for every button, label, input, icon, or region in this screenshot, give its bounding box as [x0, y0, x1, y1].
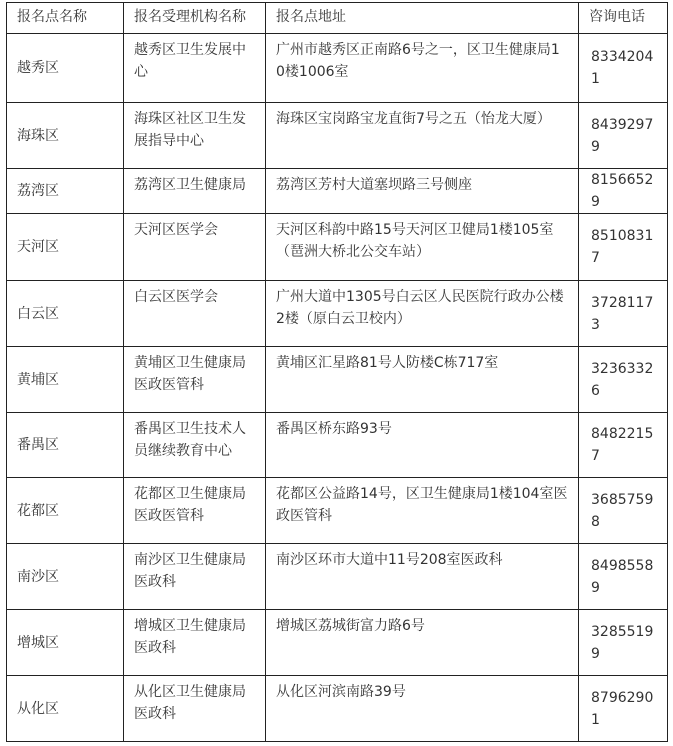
header-phone: 咨询电话: [579, 3, 668, 34]
table-row: [7, 413, 668, 478]
cell-phone: 36857598: [579, 478, 668, 544]
cell-name: 越秀区: [7, 34, 124, 103]
cell-address: 天河区科韵中路15号天河区卫健局1楼105室（琶洲大桥北公交车站）: [266, 214, 579, 281]
cell-name: 白云区: [7, 281, 124, 347]
cell-address: 增城区荔城街富力路6号: [266, 610, 579, 676]
cell-name: 天河区: [7, 214, 124, 281]
cell-address: 花都区公益路14号，区卫生健康局1楼104室医政医管科: [266, 478, 579, 544]
cell-phone: 84392979: [579, 103, 668, 169]
cell-name: 番禺区: [7, 413, 124, 478]
cell-agency: 番禺区卫生技术人员继续教育中心: [124, 413, 266, 478]
table-row: [7, 610, 668, 676]
table-row: [7, 347, 668, 413]
cell-phone: 32855199: [579, 610, 668, 676]
cell-phone: 37281173: [579, 281, 668, 347]
cell-agency: 从化区卫生健康局医政科: [124, 676, 266, 742]
table-row: [7, 676, 668, 742]
cell-name: 海珠区: [7, 103, 124, 169]
cell-address: 从化区河滨南路39号: [266, 676, 579, 742]
cell-phone: 87962901: [579, 676, 668, 742]
cell-name: 从化区: [7, 676, 124, 742]
header-address: 报名点地址: [266, 3, 579, 34]
cell-address: 广州大道中1305号白云区人民医院行政办公楼2楼（原白云卫校内）: [266, 281, 579, 347]
registration-table: [6, 2, 668, 742]
table-row: [7, 214, 668, 281]
cell-address: 南沙区环市大道中11号208室医政科: [266, 544, 579, 610]
cell-agency: 增城区卫生健康局医政科: [124, 610, 266, 676]
cell-address: 荔湾区芳村大道塞坝路三号侧座: [266, 169, 579, 214]
cell-phone: 85108317: [579, 214, 668, 281]
cell-name: 荔湾区: [7, 169, 124, 214]
header-row: [7, 3, 668, 34]
cell-name: 南沙区: [7, 544, 124, 610]
cell-agency: 天河区医学会: [124, 214, 266, 281]
cell-phone: 84985589: [579, 544, 668, 610]
cell-agency: 南沙区卫生健康局医政科: [124, 544, 266, 610]
cell-name: 花都区: [7, 478, 124, 544]
cell-agency: 黄埔区卫生健康局医政医管科: [124, 347, 266, 413]
cell-agency: 越秀区卫生发展中心: [124, 34, 266, 103]
cell-address: 黄埔区汇星路81号人防楼C栋717室: [266, 347, 579, 413]
table-row: [7, 281, 668, 347]
cell-phone: 81566529: [579, 169, 668, 214]
cell-address: 广州市越秀区正南路6号之一，区卫生健康局10楼1006室: [266, 34, 579, 103]
cell-agency: 花都区卫生健康局医政医管科: [124, 478, 266, 544]
table-row: [7, 169, 668, 214]
table-row: [7, 544, 668, 610]
header-name: 报名点名称: [7, 3, 124, 34]
cell-agency: 荔湾区卫生健康局: [124, 169, 266, 214]
cell-address: 海珠区宝岗路宝龙直街7号之五（怡龙大厦）: [266, 103, 579, 169]
cell-phone: 32363326: [579, 347, 668, 413]
table-row: [7, 478, 668, 544]
cell-phone: 83342041: [579, 34, 668, 103]
cell-phone: 84822157: [579, 413, 668, 478]
cell-agency: 海珠区社区卫生发展指导中心: [124, 103, 266, 169]
cell-agency: 白云区医学会: [124, 281, 266, 347]
table-row: [7, 34, 668, 103]
header-agency: 报名受理机构名称: [124, 3, 266, 34]
cell-name: 黄埔区: [7, 347, 124, 413]
cell-name: 增城区: [7, 610, 124, 676]
table-row: [7, 103, 668, 169]
cell-address: 番禺区桥东路93号: [266, 413, 579, 478]
